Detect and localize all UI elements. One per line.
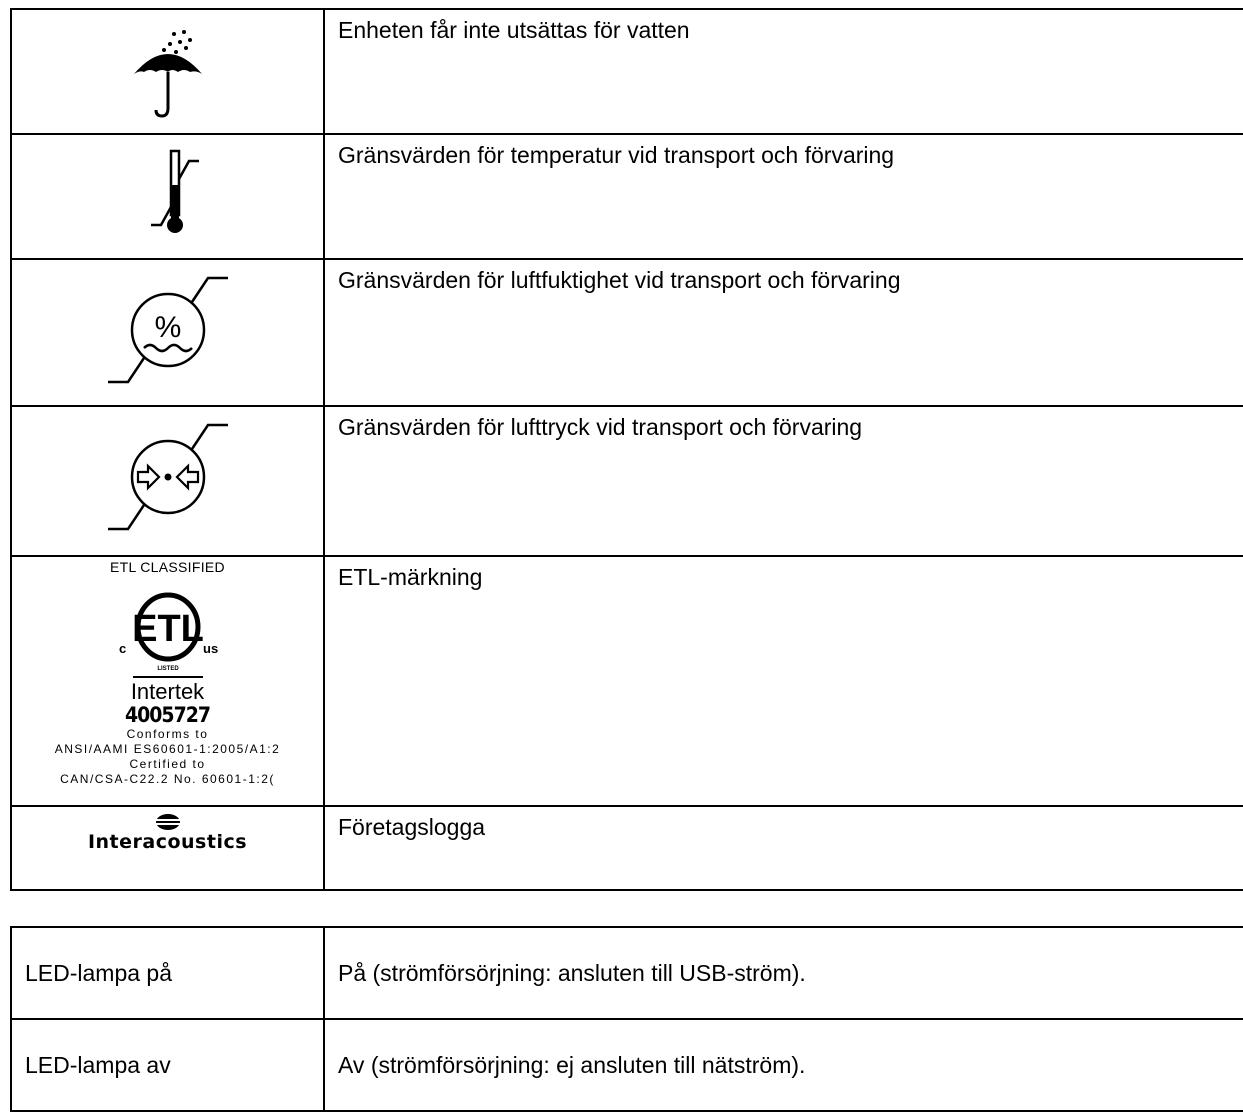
symbol-description: Företagslogga	[324, 806, 1243, 890]
symbol-row	[11, 556, 1243, 806]
symbol-icon-cell	[11, 806, 324, 890]
led-row	[11, 1019, 1243, 1111]
etl-listed-label: LISTED	[156, 666, 179, 672]
symbol-icon-cell	[11, 9, 324, 134]
etl-certified-label: Certified to	[129, 757, 206, 771]
etl-classified-label: ETL CLASSIFIED	[110, 559, 225, 575]
etl-code: 4005727	[124, 703, 211, 727]
led-row	[11, 927, 1243, 1019]
pressure-limit-icon	[108, 417, 228, 537]
symbol-description: Gränsvärden för luftfuktighet vid transport och förvaring	[324, 259, 1243, 406]
etl-mark-cell	[11, 556, 324, 806]
symbol-icon-cell	[11, 259, 324, 406]
intertek-label: Intertek	[130, 679, 205, 701]
logo-emblem	[155, 813, 181, 831]
etl-letters: ETL	[131, 608, 204, 650]
led-table	[10, 926, 1243, 1112]
etl-conforms-label: Conforms to	[126, 727, 209, 741]
symbol-description: Gränsvärden för temperatur vid transport och förvaring	[324, 134, 1243, 259]
symbol-description: Gränsvärden för lufttryck vid transport och förvaring	[324, 406, 1243, 556]
etl-listed-logo	[113, 581, 223, 691]
led-state: LED-lampa av	[11, 1019, 324, 1111]
etl-c-mark: c	[118, 641, 126, 656]
company-logo-text: Interacoustics	[87, 831, 248, 853]
led-state: LED-lampa på	[11, 927, 324, 1019]
symbol-table	[10, 8, 1243, 891]
percent-glyph: %	[154, 311, 181, 344]
led-meaning: På (strömförsörjning: ansluten till USB-ström).	[324, 927, 1243, 1019]
symbol-row	[11, 134, 1243, 259]
etl-standard-2: CAN/CSA-C22.2 No. 60601-1:2(	[60, 772, 275, 786]
symbol-row	[11, 406, 1243, 556]
etl-us-mark: us	[202, 641, 218, 656]
led-meaning: Av (strömförsörjning: ej ansluten till nätström).	[324, 1019, 1243, 1111]
temperature-limit-icon	[133, 145, 203, 245]
etl-standard-1: ANSI/AAMI ES60601-1:2005/A1:2	[54, 742, 281, 756]
humidity-limit-icon	[108, 270, 228, 390]
symbol-icon-cell	[11, 406, 324, 556]
symbol-row	[11, 806, 1243, 890]
etl-mark-icon	[12, 559, 323, 787]
symbol-description: ETL-märkning	[324, 556, 1243, 806]
keep-dry-umbrella-icon	[128, 28, 208, 118]
interacoustics-logo-icon	[12, 813, 323, 853]
symbol-icon-cell	[11, 134, 324, 259]
symbol-row	[11, 9, 1243, 134]
symbol-description: Enheten får inte utsättas för vatten	[324, 9, 1243, 134]
symbol-row	[11, 259, 1243, 406]
